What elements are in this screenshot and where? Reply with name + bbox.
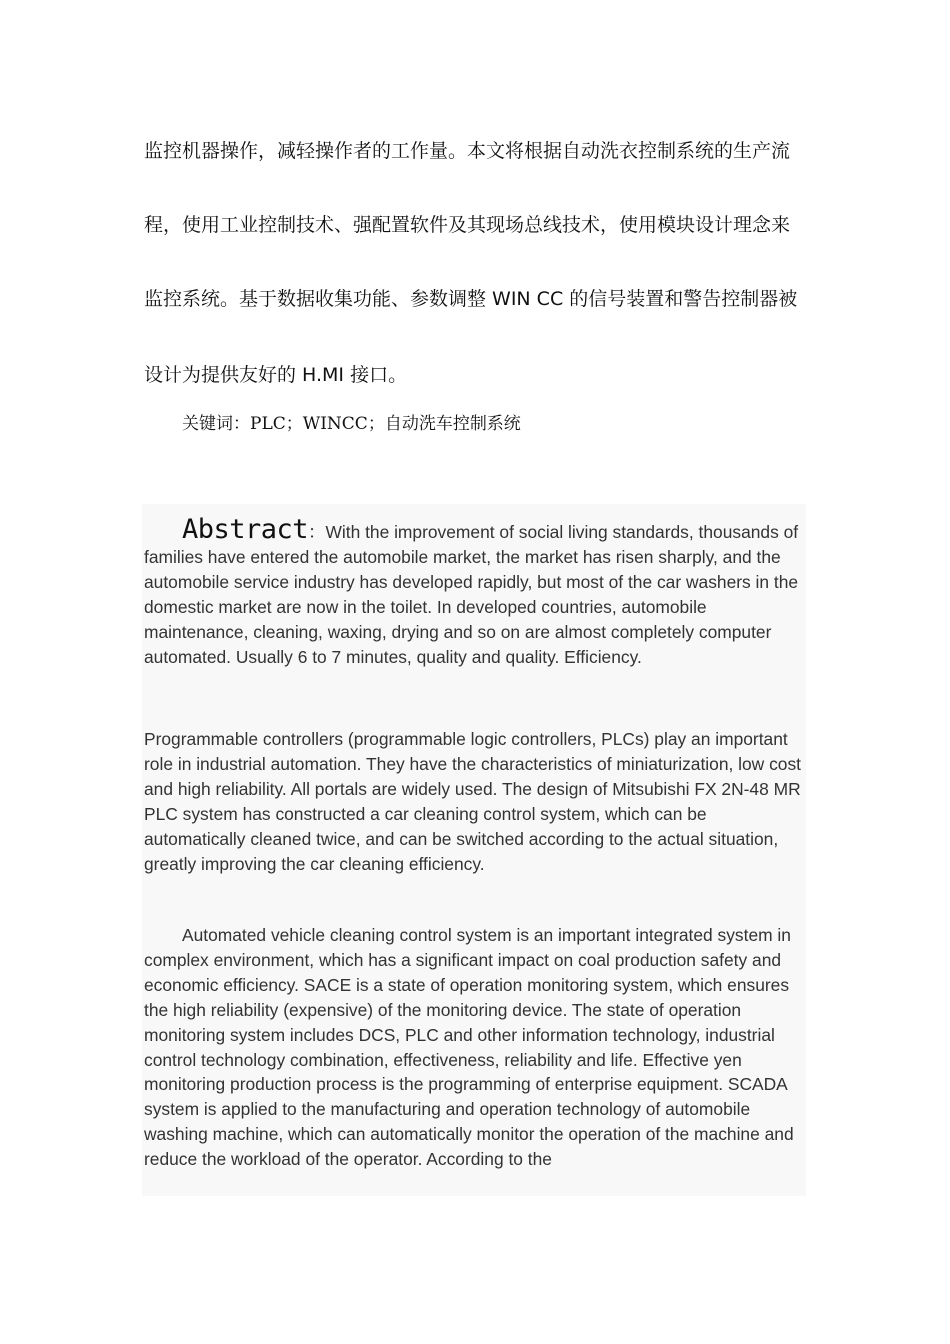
chinese-text-line: 监控机器操作，减轻操作者的工作量。本文将根据自动洗衣控制系统的生产流	[144, 140, 791, 162]
chinese-text-line: 监控系统。基于数据收集功能、参数调整 WIN CC 的信号装置和警告控制器被	[144, 288, 798, 310]
abstract-heading: Abstract	[182, 514, 309, 545]
chinese-text-line: 设计为提供友好的 H.MI 接口。	[144, 364, 408, 386]
abstract-paragraph-2: Programmable controllers (programmable logic controllers, PLCs) play an important role in industrial automation. They have the characteristics of miniaturization, low cost and high reliability. All portals are widely used. The design of Mitsubishi FX 2N-48 MR PLC system has constructed a car cleaning control system, which can be automatically cleaned twice, and can be switched according to the actual situation, greatly improving the car cleaning efficiency.	[144, 729, 801, 874]
abstract-heading-colon: ：	[308, 522, 326, 542]
abstract-paragraph-text: With the improvement of social living standards, thousands of families have entered the automobile market, the market has risen sharply, and the automobile service industry has developed rapidly, but most of the car washers in the domestic market are now in the toilet. In developed countries, automobile maintenance, cleaning, waxing, drying and so on are almost completely computer automated. Usually 6 to 7 minutes, quality and quality. Efficiency.	[144, 522, 799, 667]
abstract-paragraph-3: Automated vehicle cleaning control system is an important integrated system in complex environment, which has a significant impact on coal production safety and economic efficiency. SACE is a state of operation monitoring system, which ensures the high reliability (expensive) of the monitoring device. The state of operation monitoring system includes DCS, PLC and other information technology, industrial control technology combination, effectiveness, reliability and life. Effective yen monitoring production process is the programming of enterprise equipment. SCADA system is applied to the manufacturing and operation technology of automobile washing machine, which can automatically monitor the operation of the machine and reduce the workload of the operator. According to the	[144, 925, 794, 1170]
abstract-section	[142, 504, 806, 1196]
keywords-line: 关键词：PLC；WINCC；自动洗车控制系统	[182, 414, 521, 434]
abstract-paragraph-1	[144, 514, 804, 669]
chinese-text-line: 程，使用工业控制技术、强配置软件及其现场总线技术，使用模块设计理念来	[144, 214, 791, 236]
